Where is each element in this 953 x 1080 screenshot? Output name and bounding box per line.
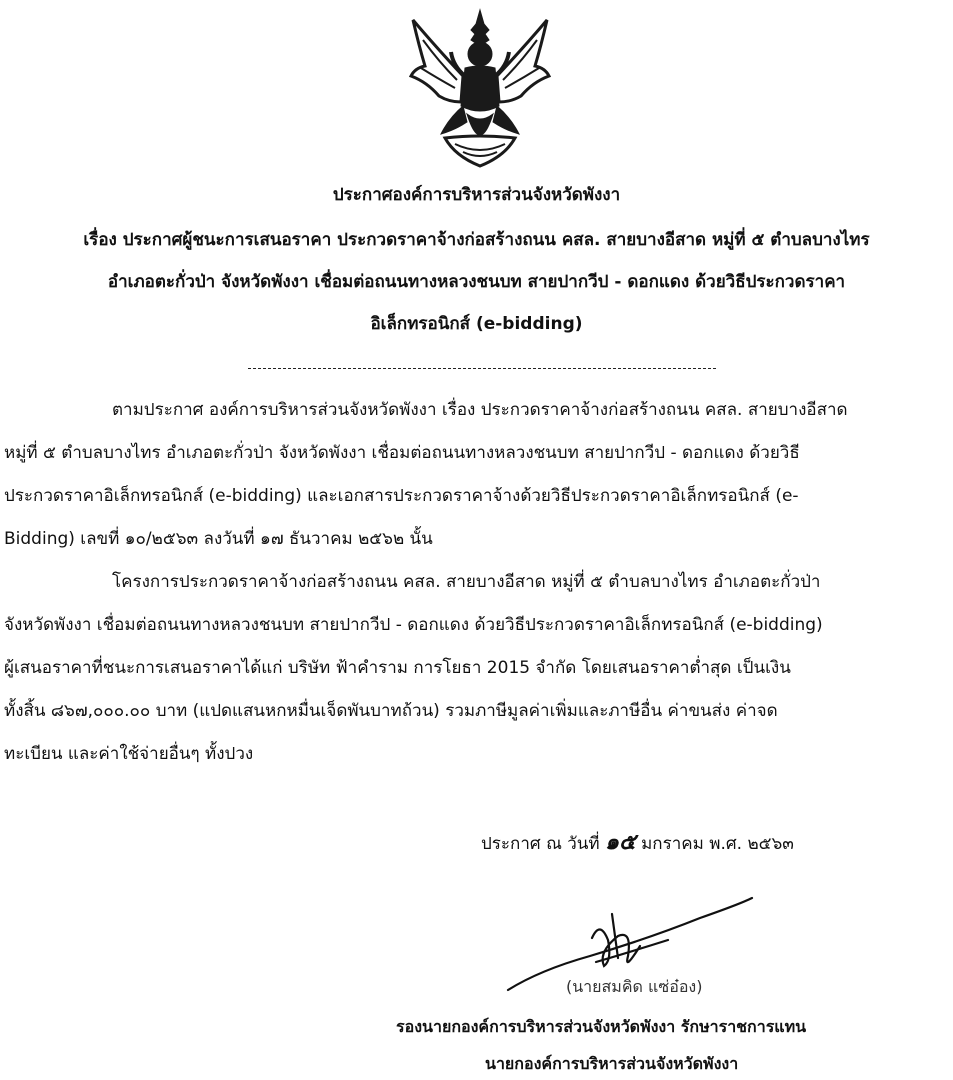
announce-day-handwritten: ๑๕ — [605, 829, 636, 855]
para1-line-4: Bidding) เลขที่ ๑๐/๒๕๖๓ ลงวันที่ ๑๗ ธันวาคม ๒๕๖๒ นั้น — [4, 529, 433, 549]
garuda-emblem-icon — [405, 6, 555, 171]
document-subject-line-2: อำเภอตะกั่วป่า จังหวัดพังงา เชื่อมต่อถนนทางหลวงชนบท สายปากวีป - ดอกแดง ด้วยวิธีประกวดราคา — [107, 272, 846, 292]
document-subject-line-3: อิเล็กทรอนิกส์ (e-bidding) — [370, 314, 583, 334]
header-separator — [248, 368, 716, 369]
para2-line-5: ทะเบียน และค่าใช้จ่ายอื่นๆ ทั้งปวง — [4, 744, 254, 764]
para2-line-2: จังหวัดพังงา เชื่อมต่อถนนทางหลวงชนบท สายปากวีป - ดอกแดง ด้วยวิธีประกวดราคาอิเล็กทรอนิกส์ (e-bidding) — [4, 615, 823, 635]
signer-name: (นายสมคิด แซ่อ๋อง) — [566, 977, 703, 996]
para2-line-3: ผู้เสนอราคาที่ชนะการเสนอราคาได้แก่ บริษัท ฟ้าคำราม การโยธา 2015 จำกัด โดยเสนอราคาต่ำสุด เป็นเงิน — [4, 658, 791, 678]
para1-line-1: ตามประกาศ องค์การบริหารส่วนจังหวัดพังงา เรื่อง ประกวดราคาจ้างก่อสร้างถนน คสล. สายบางอีสาด — [112, 400, 848, 420]
para1-line-3: ประกวดราคาอิเล็กทรอนิกส์ (e-bidding) และเอกสารประกวดราคาจ้างด้วยวิธีประกวดราคาอิเล็กทรอนิกส์ (e- — [4, 486, 799, 506]
signer-position-line-1: รองนายกองค์การบริหารส่วนจังหวัดพังงา รักษาราชการแทน — [396, 1017, 807, 1036]
para2-line-4: ทั้งสิ้น ๘๖๗,๐๐๐.๐๐ บาท (แปดแสนหกหมื่นเจ็ดพันบาทถ้วน) รวมภาษีมูลค่าเพิ่มและภาษีอื่น ค่าขนส่ง ค่าจด — [4, 701, 778, 721]
document-org-title: ประกาศองค์การบริหารส่วนจังหวัดพังงา — [332, 185, 621, 205]
announce-prefix: ประกาศ ณ วันที่ — [481, 834, 600, 854]
announcement-date — [481, 830, 794, 856]
para1-line-2: หมู่ที่ ๕ ตำบลบางไทร อำเภอตะกั่วป่า จังหวัดพังงา เชื่อมต่อถนนทางหลวงชนบท สายปากวีป - ดอกแดง ด้วยวิธี — [4, 443, 800, 463]
signer-position-line-2: นายกองค์การบริหารส่วนจังหวัดพังงา — [485, 1054, 739, 1073]
announce-suffix: มกราคม พ.ศ. ๒๕๖๓ — [641, 834, 794, 854]
para2-line-1: โครงการประกวดราคาจ้างก่อสร้างถนน คสล. สายบางอีสาด หมู่ที่ ๕ ตำบลบางไทร อำเภอตะกั่วป่า — [112, 572, 821, 592]
document-subject-line-1: เรื่อง ประกาศผู้ชนะการเสนอราคา ประกวดราคาจ้างก่อสร้างถนน คสล. สายบางอีสาด หมู่ที่ ๕ ตำบลบางไทร — [83, 230, 870, 250]
